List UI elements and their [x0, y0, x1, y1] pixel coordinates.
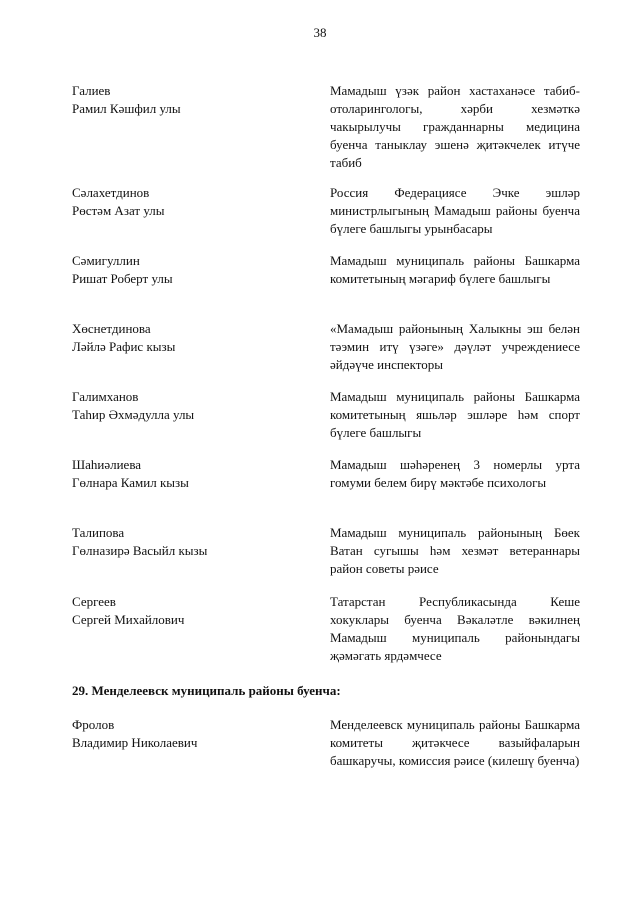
member-position: Мамадыш муниципаль районы Башкарма комитетының мәгариф бүлеге башлыгы: [330, 253, 580, 286]
member-surname: Сәлахетдинов: [72, 185, 150, 200]
member-position: Мамадыш муниципаль районы Башкарма комитетының яшьләр эшләре һәм спорт бүлеге башлыгы: [330, 389, 580, 440]
member-surname: Сергеев: [72, 594, 116, 609]
page-number: 38: [313, 25, 327, 40]
member-name: [72, 82, 312, 118]
member-name: [72, 184, 312, 220]
member-given-name: Сергей Михайлович: [72, 612, 185, 627]
member-given-name: Гөлнара Камил кызы: [72, 475, 189, 490]
member-surname: Шаһиәлиева: [72, 457, 142, 472]
member-position: Мамадыш үзәк район хастаханәсе табиб-отоларингологы, хәрби хезмәткә чакырылучы гражданнарны медицина буенча таныклау эшенә җитәкчелек итүче табиб: [330, 83, 580, 170]
member-surname: Хөснетдинова: [72, 321, 151, 336]
member-given-name: Ләйлә Рафис кызы: [72, 339, 176, 354]
member-surname: Галимханов: [72, 389, 139, 404]
member-name: [72, 252, 312, 288]
member-position: Мамадыш шәһәренең 3 номерлы урта гомуми белем бирү мәктәбе психологы: [330, 457, 580, 490]
member-name: [72, 320, 312, 356]
member-given-name: Таһир Әхмәдулла улы: [72, 407, 195, 422]
member-given-name: Рөстәм Азат улы: [72, 203, 165, 218]
member-position: Мамадыш муниципаль районының Бөек Ватан сугышы һәм хезмәт ветераннары район советы рәисе: [330, 525, 580, 576]
member-given-name: Владимир Николаевич: [72, 735, 198, 750]
member-name: [72, 524, 312, 560]
member-position: Менделеевск муниципаль районы Башкарма комитеты җитәкчесе вазыйфаларын башкаручы, комиссия рәисе (килешү буенча): [330, 717, 580, 768]
member-surname: Талипова: [72, 525, 125, 540]
member-surname: Фролов: [72, 717, 115, 732]
member-surname: Галиев: [72, 83, 111, 98]
member-position: Татарстан Республикасында Кеше хокуклары буенча Вәкаләтле вәкилнең Мамадыш муниципаль районындагы җәмәгать ярдәмчесе: [330, 594, 580, 663]
member-name: [72, 456, 312, 492]
member-given-name: Гөлназирә Васыйл кызы: [72, 543, 208, 558]
member-position: «Мамадыш районының Халыкны эш белән тәэмин итү үзәге» дәүләт учреждениесе әйдәүче инспекторы: [330, 321, 580, 372]
member-given-name: Ришат Роберт улы: [72, 271, 173, 286]
member-name: [72, 716, 312, 752]
member-position: Россия Федерациясе Эчке эшләр министрлыгының Мамадыш районы буенча бүлеге башлыгы урынбасары: [330, 185, 580, 236]
member-name: [72, 593, 312, 629]
member-name: [72, 388, 312, 424]
member-given-name: Рамил Кәшфил улы: [72, 101, 181, 116]
section-heading: 29. Менделеевск муниципаль районы буенча:: [72, 683, 341, 698]
member-surname: Сәмигуллин: [72, 253, 140, 268]
